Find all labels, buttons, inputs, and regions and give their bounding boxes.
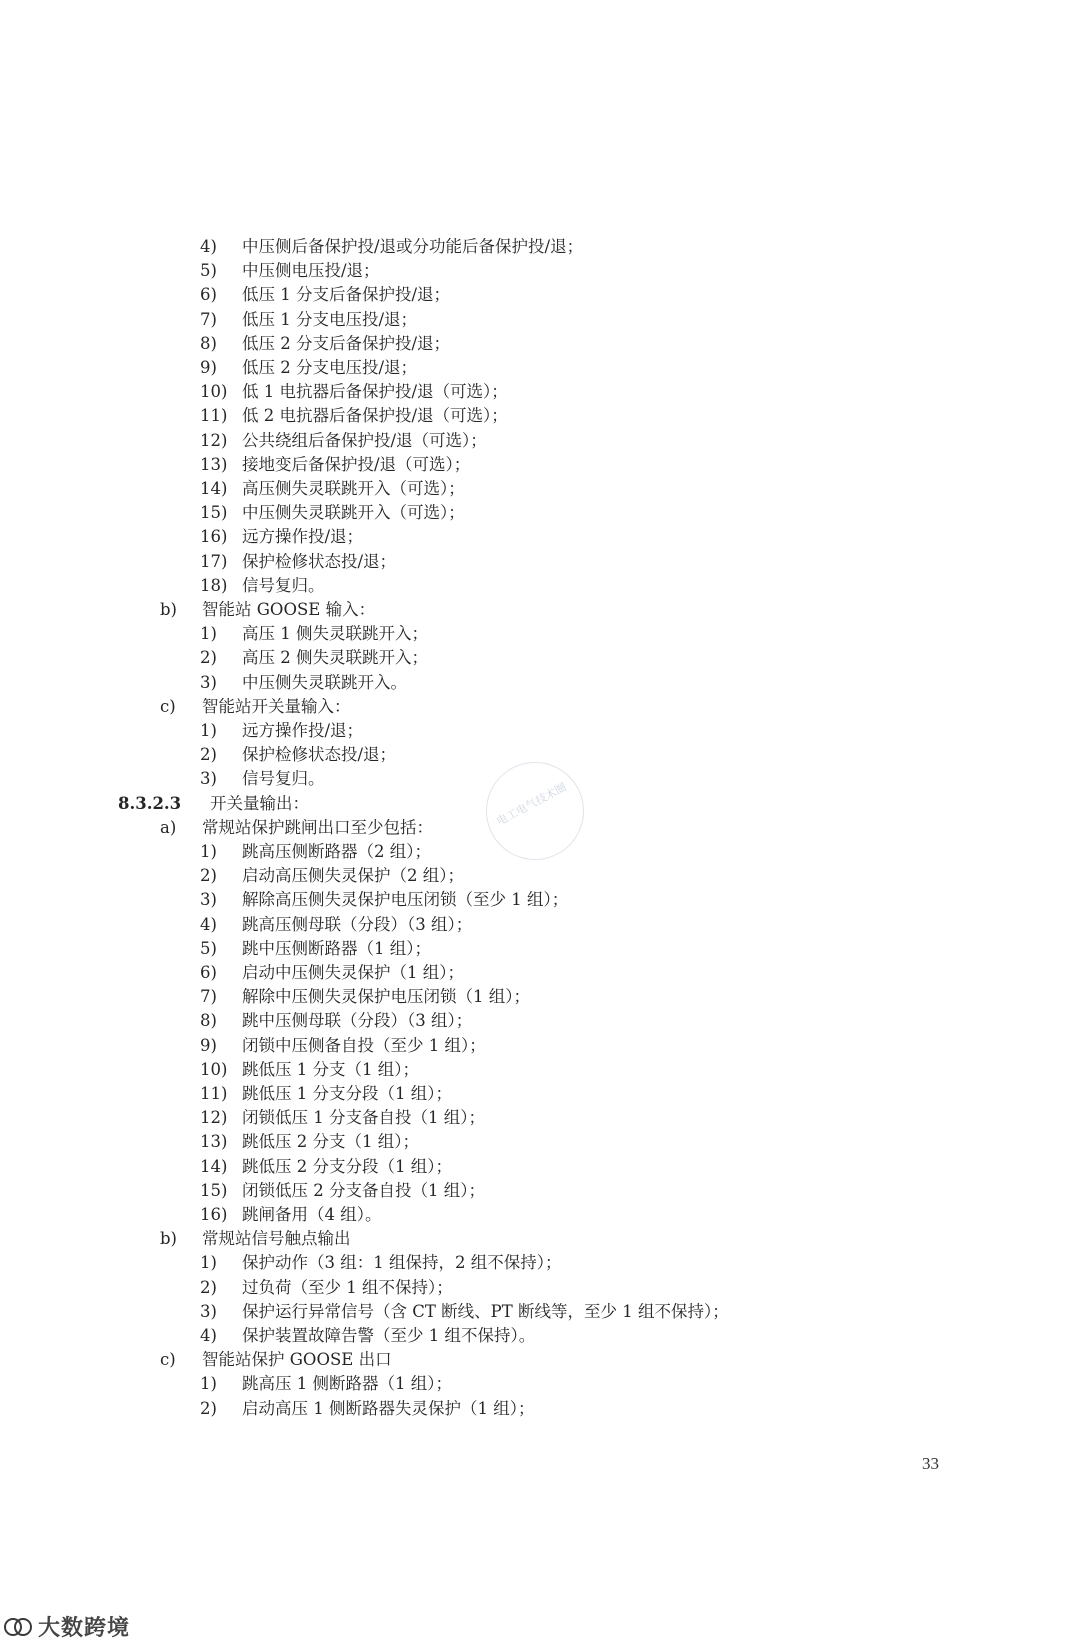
item-text: 远方操作投/退； xyxy=(242,527,364,547)
item-marker: c) xyxy=(160,696,176,716)
item-marker: a) xyxy=(160,817,177,837)
item-text: 信号复归。 xyxy=(242,769,325,789)
item-text: 过负荷（至少 1 组不保持）； xyxy=(242,1277,453,1297)
item-marker: 3) xyxy=(200,672,217,692)
item-marker: 12) xyxy=(200,1108,228,1128)
item-text: 跳高压侧母联（分段）（3 组）； xyxy=(242,914,473,934)
item-marker: c) xyxy=(160,1350,176,1370)
item-marker: 6) xyxy=(200,285,217,305)
item-marker: 4) xyxy=(200,237,217,256)
item-text: 智能站 GOOSE 输入： xyxy=(202,600,376,619)
item-text: 解除高压侧失灵保护电压闭锁（至少 1 组）； xyxy=(242,890,569,910)
item-marker: 14) xyxy=(200,479,228,498)
item-text: 跳中压侧断路器（1 组）； xyxy=(242,938,431,958)
item-marker: 4) xyxy=(200,914,217,934)
item-text: 解除中压侧失灵保护电压闭锁（1 组）； xyxy=(242,987,530,1007)
item-marker: 2) xyxy=(200,745,217,765)
item-text: 远方操作投/退； xyxy=(242,721,364,740)
item-marker: 13) xyxy=(200,454,228,474)
item-marker: 6) xyxy=(200,963,217,982)
item-text: 低压 1 分支后备保护投/退； xyxy=(242,285,451,305)
item-marker: 18) xyxy=(200,575,228,595)
item-marker: 1) xyxy=(200,624,217,644)
item-text: 闭锁低压 2 分支备自投（1 组）； xyxy=(242,1180,485,1200)
item-text: 中压侧失灵联跳开入（可选）； xyxy=(242,503,465,523)
item-text: 低压 1 分支电压投/退； xyxy=(242,309,418,329)
item-marker: 2) xyxy=(200,1277,217,1297)
item-text: 公共绕组后备保护投/退（可选）； xyxy=(242,430,487,450)
item-marker: 15) xyxy=(200,503,228,523)
item-text: 跳高压 1 侧断路器（1 组）； xyxy=(242,1374,452,1394)
item-marker: 1) xyxy=(200,721,217,740)
item-marker: 14) xyxy=(200,1156,228,1176)
item-text: 启动高压 1 侧断路器失灵保护（1 组）； xyxy=(242,1398,535,1418)
item-text: 保护动作（3 组：1 组保持，2 组不保持）； xyxy=(242,1253,562,1273)
item-marker: 5) xyxy=(200,261,217,281)
item-marker: 7) xyxy=(200,987,217,1007)
item-text: 跳低压 1 分支（1 组）； xyxy=(242,1059,419,1079)
item-marker: 13) xyxy=(200,1132,228,1152)
item-text: 低 1 电抗器后备保护投/退（可选）； xyxy=(242,382,508,402)
item-marker: 9) xyxy=(200,358,217,377)
item-marker: 7) xyxy=(200,309,217,329)
item-marker: 4) xyxy=(200,1326,217,1345)
item-text: 高压 1 侧失灵联跳开入； xyxy=(242,624,428,644)
item-text: 信号复归。 xyxy=(242,575,325,595)
item-marker: 17) xyxy=(200,551,228,571)
item-marker: 16) xyxy=(200,527,228,547)
item-marker: 8) xyxy=(200,333,217,353)
item-marker: b) xyxy=(160,600,177,619)
item-marker: 1) xyxy=(200,1253,217,1273)
item-marker: 10) xyxy=(200,382,228,402)
item-text: 智能站保护 GOOSE 出口 xyxy=(202,1350,392,1370)
logo-icon xyxy=(4,1615,32,1637)
item-text: 保护装置故障告警（至少 1 组不保持）。 xyxy=(242,1326,536,1345)
item-text: 中压侧后备保护投/退或分功能后备保护投/退； xyxy=(242,237,584,256)
item-text: 跳高压侧断路器（2 组）； xyxy=(242,842,431,861)
item-text: 跳低压 2 分支（1 组）； xyxy=(242,1132,419,1152)
item-marker: 11) xyxy=(200,406,228,426)
item-marker: 2) xyxy=(200,866,217,886)
item-marker: 16) xyxy=(200,1205,228,1224)
item-marker: 12) xyxy=(200,430,228,450)
item-marker: b) xyxy=(160,1229,177,1249)
item-marker: 9) xyxy=(200,1035,217,1055)
item-text: 常规站保护跳闸出口至少包括： xyxy=(202,817,433,837)
item-text: 低压 2 分支电压投/退； xyxy=(242,358,418,377)
item-marker: 1) xyxy=(200,842,217,861)
footer-logo xyxy=(4,1611,130,1641)
item-marker: 2) xyxy=(200,648,217,668)
item-text: 闭锁中压侧备自投（至少 1 组）； xyxy=(242,1035,486,1055)
item-marker: 1) xyxy=(200,1374,217,1394)
item-text: 保护检修状态投/退； xyxy=(242,551,397,571)
item-text: 跳闸备用（4 组）。 xyxy=(242,1205,382,1224)
page-number: 33 xyxy=(922,1454,939,1473)
item-marker: 3) xyxy=(200,890,217,910)
watermark-stamp xyxy=(469,745,602,878)
item-text: 启动高压侧失灵保护（2 组）； xyxy=(242,866,464,886)
section-number: 8.3.2.3 xyxy=(118,793,182,813)
item-marker: 2) xyxy=(200,1398,217,1418)
item-marker: 11) xyxy=(200,1084,228,1103)
item-text: 高压 2 侧失灵联跳开入； xyxy=(242,648,428,668)
section-heading: 开关量输出： xyxy=(210,793,309,813)
item-marker: 10) xyxy=(200,1059,228,1079)
watermark-text: 电工电气技术圈 xyxy=(494,780,569,829)
item-text: 低 2 电抗器后备保护投/退（可选）； xyxy=(242,406,508,426)
item-text: 跳低压 1 分支分段（1 组）； xyxy=(242,1084,452,1103)
item-text: 闭锁低压 1 分支备自投（1 组）； xyxy=(242,1108,485,1128)
item-text: 中压侧失灵联跳开入。 xyxy=(242,672,407,692)
item-text: 保护运行异常信号（含 CT 断线、PT 断线等，至少 1 组不保持）； xyxy=(242,1301,729,1321)
item-text: 保护检修状态投/退； xyxy=(242,745,397,765)
item-marker: 5) xyxy=(200,938,217,958)
item-marker: 15) xyxy=(200,1180,228,1200)
item-marker: 8) xyxy=(200,1011,217,1031)
item-marker: 3) xyxy=(200,769,217,789)
item-text: 智能站开关量输入： xyxy=(202,696,351,716)
item-text: 低压 2 分支后备保护投/退； xyxy=(242,333,451,353)
item-text: 启动中压侧失灵保护（1 组）； xyxy=(242,963,464,982)
item-text: 常规站信号触点输出 xyxy=(202,1229,351,1249)
item-text: 接地变后备保护投/退（可选）； xyxy=(242,454,471,474)
item-text: 跳中压侧母联（分段）（3 组）； xyxy=(242,1011,473,1031)
footer-brand: 大数跨境 xyxy=(38,1615,131,1641)
item-text: 中压侧电压投/退； xyxy=(242,261,380,281)
item-text: 高压侧失灵联跳开入（可选）； xyxy=(242,479,465,498)
item-marker: 3) xyxy=(200,1301,217,1321)
item-text: 跳低压 2 分支分段（1 组）； xyxy=(242,1156,452,1176)
